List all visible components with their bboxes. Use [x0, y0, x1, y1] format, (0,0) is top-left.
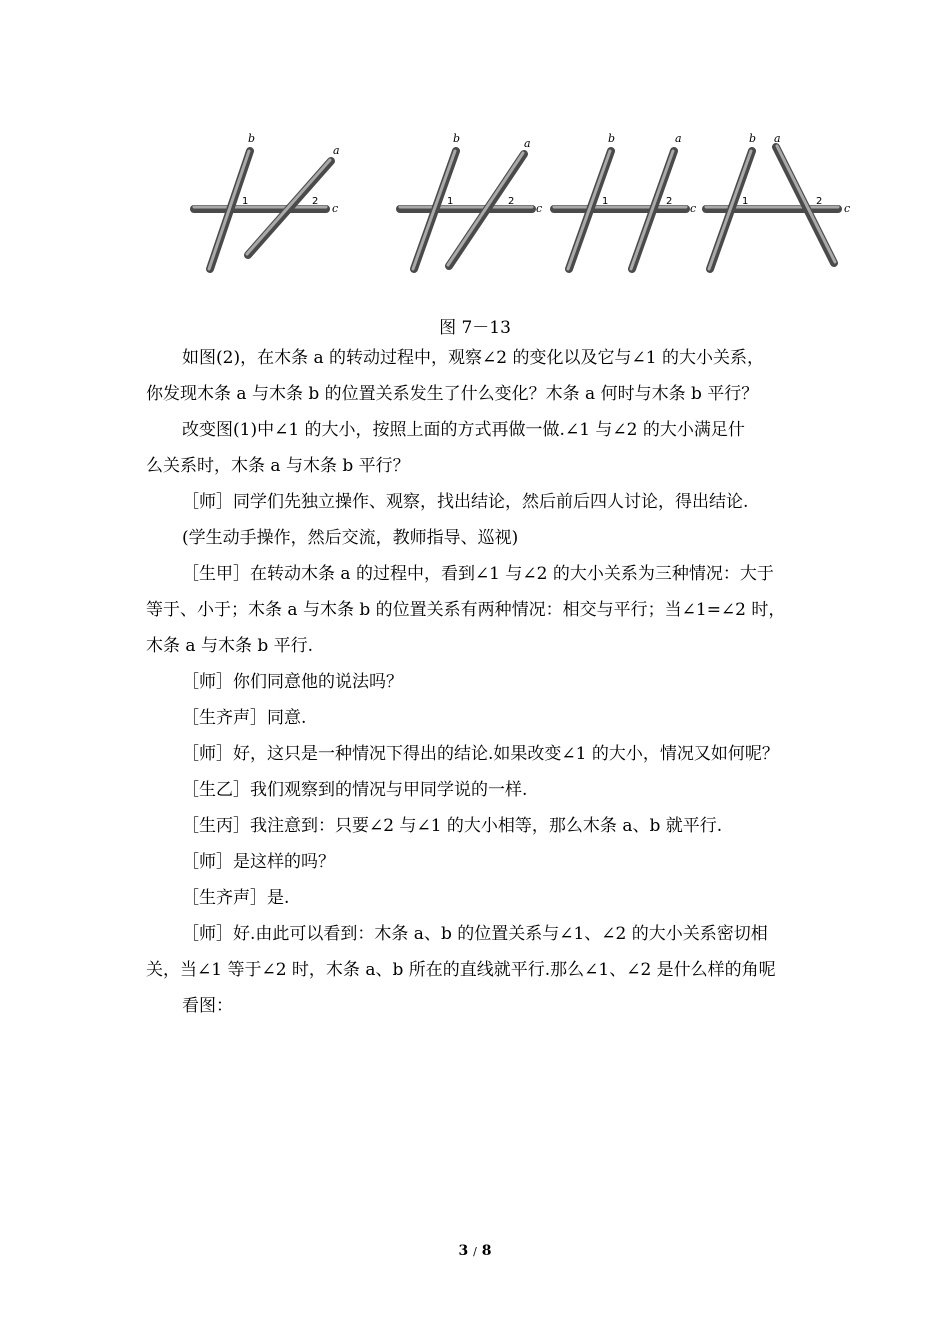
angle-1-label: 1	[447, 196, 454, 207]
angle-2-label: 2	[816, 196, 823, 207]
paragraph-line: 如图(2)，在木条 a 的转动过程中，观察∠2 的变化以及它与∠1 的大小关系，	[182, 348, 764, 368]
wood-strips-figure	[186, 120, 858, 290]
label-b: b	[608, 132, 616, 145]
label-b: b	[749, 132, 757, 145]
page-current: 3	[458, 1243, 469, 1259]
figure-panel-3	[554, 132, 696, 269]
body-text	[146, 340, 818, 1024]
paragraph-line: ［师］你们同意他的说法吗？	[182, 672, 403, 692]
figure-panel-2	[400, 132, 542, 269]
angle-2-label: 2	[312, 196, 319, 207]
label-b: b	[453, 132, 461, 145]
page-total: 8	[481, 1243, 492, 1259]
paragraph-line: ［生齐声］同意.	[182, 708, 307, 728]
paragraph-line: ［生齐声］是.	[182, 888, 290, 908]
label-c: c	[844, 202, 851, 215]
label-a: a	[333, 144, 340, 157]
paragraph-line: 看图：	[182, 996, 233, 1016]
angle-1-label: 1	[602, 196, 609, 207]
label-b: b	[248, 132, 256, 145]
label-c: c	[332, 202, 339, 215]
paragraph-line: 木条 a 与木条 b 平行.	[146, 636, 314, 656]
paragraph-line: 等于、小于；木条 a 与木条 b 的位置关系有两种情况：相交与平行；当∠1=∠2 时，	[146, 600, 786, 620]
paragraph-line: 关，当∠1 等于∠2 时，木条 a、b 所在的直线就平行.那么∠1、∠2 是什么样的角呢	[146, 960, 776, 980]
angle-2-label: 2	[508, 196, 515, 207]
paragraph-line: 改变图(1)中∠1 的大小，按照上面的方式再做一做.∠1 与∠2 的大小满足什	[182, 420, 745, 440]
figure-panel-4	[706, 132, 850, 269]
label-a: a	[774, 132, 781, 145]
paragraph-line: ［生丙］我注意到：只要∠2 与∠1 的大小相等，那么木条 a、b 就平行.	[182, 816, 723, 836]
page-number	[0, 1243, 950, 1259]
angle-1-label: 1	[742, 196, 749, 207]
paragraph-line: 你发现木条 a 与木条 b 的位置关系发生了什么变化？木条 a 何时与木条 b 平行？	[146, 384, 759, 404]
paragraph-line: ［师］是这样的吗？	[182, 852, 335, 872]
label-a: a	[675, 132, 682, 145]
angle-2-label: 2	[666, 196, 673, 207]
paragraph-line: (学生动手操作，然后交流，教师指导、巡视)	[182, 528, 519, 548]
label-c: c	[690, 202, 697, 215]
paragraph-line: ［生乙］我们观察到的情况与甲同学说的一样.	[182, 780, 528, 800]
paragraph-line: ［生甲］在转动木条 a 的过程中，看到∠1 与∠2 的大小关系为三种情况：大于	[182, 564, 774, 584]
figure-panel-1	[194, 132, 340, 269]
paragraph-line: ［师］同学们先独立操作、观察，找出结论，然后前后四人讨论，得出结论.	[182, 492, 749, 512]
paragraph-line: ［师］好，这只是一种情况下得出的结论.如果改变∠1 的大小，情况又如何呢？	[182, 744, 779, 764]
page-separator: /	[473, 1245, 477, 1258]
label-c: c	[536, 202, 543, 215]
paragraph-line: ［师］好.由此可以看到：木条 a、b 的位置关系与∠1、∠2 的大小关系密切相	[182, 924, 768, 944]
figure-caption: 图 7－13	[439, 318, 511, 338]
label-a: a	[524, 137, 531, 150]
angle-1-label: 1	[242, 196, 249, 207]
paragraph-line: 么关系时，木条 a 与木条 b 平行？	[146, 456, 410, 476]
